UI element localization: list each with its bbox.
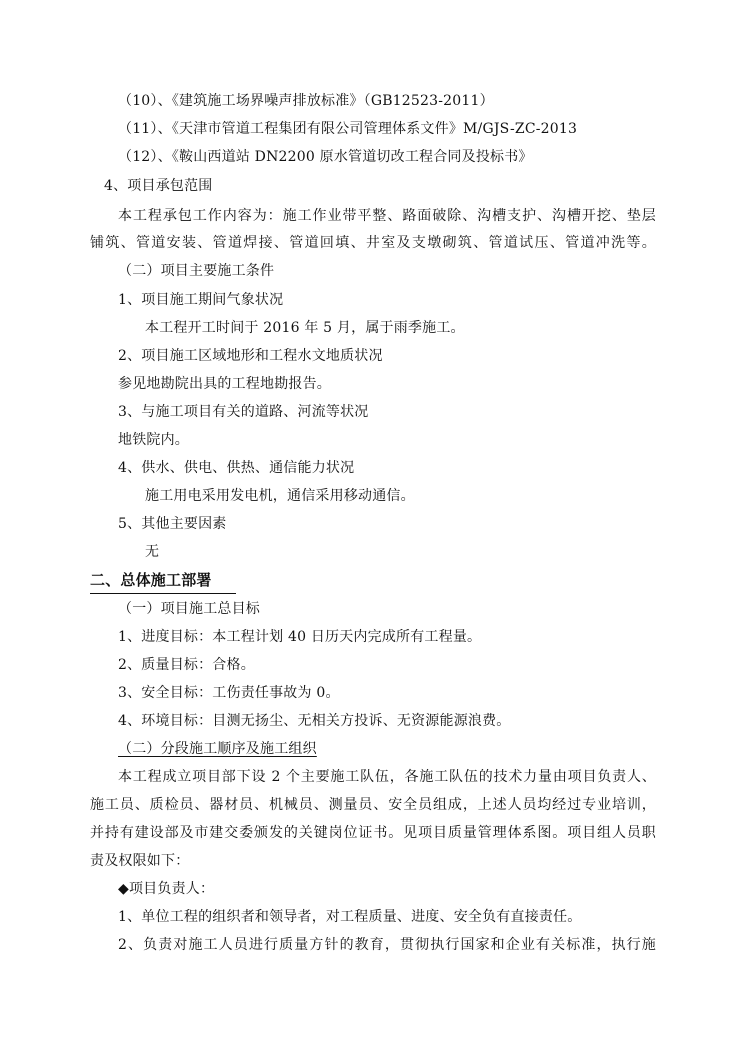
reference-10: （10）、《建筑施工场界噪声排放标准》（GB12523-2011）	[118, 93, 494, 109]
section-construction-conditions: （二）项目主要施工条件	[118, 263, 275, 279]
goal-safety: 3、安全目标：工伤责任事故为 0。	[118, 685, 340, 701]
subsection-roads-rivers: 3、与施工项目有关的道路、河流等状况	[118, 404, 369, 420]
section-contract-scope: 4、项目承包范围	[104, 178, 213, 194]
subsection-weather: 1、项目施工期间气象状况	[118, 292, 284, 308]
scope-paragraph-line-2: 铺筑、管道安装、管道焊接、管道回填、井室及支墩砌筑、管道试压、管道冲洗等。	[90, 235, 656, 251]
role-project-manager: ◆项目负责人：	[118, 881, 215, 897]
weather-text: 本工程开工时间于 2016 年 5 月，属于雨季施工。	[145, 320, 465, 336]
subsection-phased-sequence: （二）分段施工顺序及施工组织	[118, 741, 317, 757]
scope-paragraph-line-1: 本工程承包工作内容为：施工作业带平整、路面破除、沟槽支护、沟槽开挖、垫层	[118, 208, 656, 224]
subsection-terrain: 2、项目施工区域地形和工程水文地质状况	[118, 348, 383, 364]
utilities-text: 施工用电采用发电机，通信采用移动通信。	[145, 488, 415, 504]
organization-paragraph-line-2: 施工员、质检员、器材员、机械员、测量员、安全员组成，上述人员均经过专业培训，	[90, 797, 656, 813]
reference-11: （11）、《天津市管道工程集团有限公司管理体系文件》M/GJS-ZC-2013	[118, 121, 578, 137]
organization-paragraph-line-1: 本工程成立项目部下设 2 个主要施工队伍，各施工队伍的技术力量由项目负责人、	[118, 769, 656, 785]
other-factors-text: 无	[145, 544, 160, 560]
subsection-overall-goal: （一）项目施工总目标	[118, 601, 260, 617]
goal-quality: 2、质量目标：合格。	[118, 657, 255, 673]
goal-environment: 4、环境目标：目测无扬尘、无相关方投诉、无资源能源浪费。	[118, 713, 511, 729]
section-heading-deployment: 二、总体施工部署	[90, 571, 212, 589]
terrain-text: 参见地勘院出具的工程地勘报告。	[118, 376, 331, 392]
goal-schedule: 1、进度目标：本工程计划 40 日历天内完成所有工程量。	[118, 629, 482, 645]
organization-paragraph-line-4: 责及权限如下：	[90, 853, 190, 869]
manager-duty-1: 1、单位工程的组织者和领导者，对工程质量、进度、安全负有直接责任。	[118, 909, 582, 925]
manager-duty-2: 2、负责对施工人员进行质量方针的教育，贯彻执行国家和企业有关标准，执行施	[118, 937, 656, 953]
organization-paragraph-line-3: 并持有建设部及市建交委颁发的关键岗位证书。见项目质量管理体系图。项目组人员职	[90, 825, 656, 841]
subsection-utilities: 4、供水、供电、供热、通信能力状况	[118, 460, 355, 476]
heading-underline	[90, 593, 236, 594]
reference-12: （12）、《鞍山西道站 DN2200 原水管道切改工程合同及投标书》	[118, 149, 533, 165]
subsection-other-factors: 5、其他主要因素	[118, 516, 227, 532]
roads-rivers-text: 地铁院内。	[118, 432, 189, 448]
